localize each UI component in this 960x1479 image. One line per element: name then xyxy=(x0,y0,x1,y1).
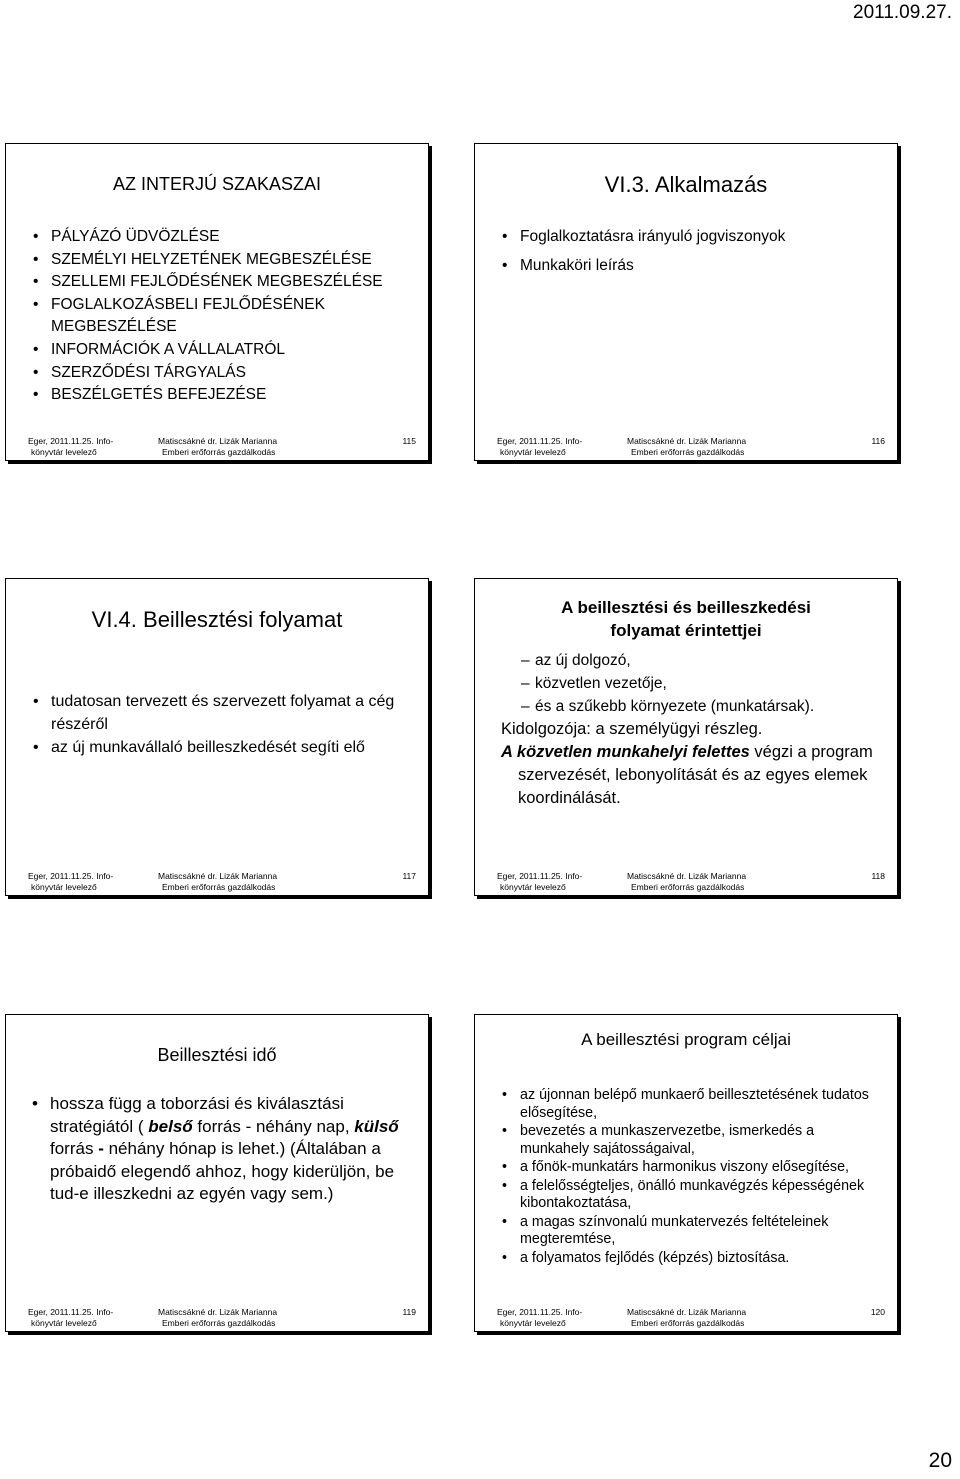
slide-number: 115 xyxy=(402,436,416,446)
list-item: • hossza függ a toborzási és kiválasztási stratégiától ( belső forrás - néhány nap, külső forrás - néhány hónap is lehet.) (Általában a próbaidő elegendő ahhoz, hogy kiderüljön, be tud-e illeszkedni az egyén vagy sem.) xyxy=(32,1093,408,1206)
internal-source-emphasis: belső xyxy=(148,1116,193,1136)
footer-subject: Emberi erőforrás gazdálkodás xyxy=(162,447,276,457)
list-item: • bevezetés a munkaszervezetbe, ismerkedés a munkahely sajátosságaival, xyxy=(502,1123,877,1158)
footer-author: Matiscsákné dr. Lizák Marianna xyxy=(158,1307,278,1317)
list-item: • INFORMÁCIÓK A VÁLLALATRÓL xyxy=(33,339,418,362)
slide-119 xyxy=(5,1014,429,1332)
footer-location: Eger, 2011.11.25. Info- xyxy=(497,1307,583,1317)
footer-event: könyvtár levelező xyxy=(31,882,97,892)
list-item: • a folyamatos fejlődés (képzés) biztosítása. xyxy=(502,1250,877,1268)
bullet-list xyxy=(32,1093,408,1206)
slide-title: AZ INTERJÚ SZAKASZAI xyxy=(112,174,322,194)
list-item: • SZERZŐDÉSI TÁRGYALÁS xyxy=(33,362,418,385)
list-item: • Munkaköri leírás xyxy=(502,251,887,280)
bullet-list xyxy=(502,1087,877,1268)
list-item: • az újonnan belépő munkaerő beillesztetésének tudatos elősegítése, xyxy=(502,1087,877,1122)
supervisor-emphasis: A közvetlen munkahelyi felettes xyxy=(501,743,750,761)
list-item: • a felelősségteljes, önálló munkavégzés képességének kibontakoztatása, xyxy=(502,1178,877,1213)
footer-event: könyvtár levelező xyxy=(31,1318,97,1328)
page-number: 20 xyxy=(928,1449,952,1472)
list-item: • BESZÉLGETÉS BEFEJEZÉSE xyxy=(33,384,418,407)
footer-subject: Emberi erőforrás gazdálkodás xyxy=(162,882,276,892)
footer-event: könyvtár levelező xyxy=(31,447,97,457)
bullet-list xyxy=(33,691,408,761)
footer-author: Matiscsákné dr. Lizák Marianna xyxy=(627,871,747,881)
slide-115 xyxy=(5,143,429,461)
slide-title: VI.4. Beillesztési folyamat xyxy=(91,607,343,632)
slide-body xyxy=(501,649,877,810)
slide-title: A beillesztési program céljai xyxy=(581,1030,791,1049)
slide-118 xyxy=(474,578,898,896)
slide-number: 117 xyxy=(402,871,416,881)
footer-location: Eger, 2011.11.25. Info- xyxy=(28,871,114,881)
list-item: • FOGLALKOZÁSBELI FEJLŐDÉSÉNEK MEGBESZÉLÉSE xyxy=(33,294,418,339)
slide-117 xyxy=(5,578,429,896)
footer-location: Eger, 2011.11.25. Info- xyxy=(497,436,583,446)
footer-location: Eger, 2011.11.25. Info- xyxy=(28,1307,114,1317)
slide-number: 119 xyxy=(402,1307,416,1317)
footer-author: Matiscsákné dr. Lizák Marianna xyxy=(627,1307,747,1317)
list-item: • a főnök-munkatárs harmonikus viszony elősegítése, xyxy=(502,1159,877,1177)
footer-event: könyvtár levelező xyxy=(500,447,566,457)
slide-116 xyxy=(474,143,898,461)
bullet-list xyxy=(502,222,887,280)
footer-location: Eger, 2011.11.25. Info- xyxy=(28,436,114,446)
footer-location: Eger, 2011.11.25. Info- xyxy=(497,871,583,881)
footer-author: Matiscsákné dr. Lizák Marianna xyxy=(158,436,278,446)
footer-event: könyvtár levelező xyxy=(500,882,566,892)
supervisor-rest: végzi a program szervezését, lebonyolítását és az egyes elemek koordinálását. xyxy=(518,743,873,807)
list-item: • a magas színvonalú munkatervezés feltételeinek megteremtése, xyxy=(502,1214,877,1249)
footer-author: Matiscsákné dr. Lizák Marianna xyxy=(158,871,278,881)
bullet-list xyxy=(33,226,418,407)
footer-author: Matiscsákné dr. Lizák Marianna xyxy=(627,436,747,446)
slide-number: 120 xyxy=(870,1307,885,1317)
developer-line: Kidolgozója: a személyügyi részleg. xyxy=(501,720,763,738)
list-item: • Foglalkoztatásra irányuló jogviszonyok xyxy=(502,222,887,251)
list-item: – az új dolgozó, xyxy=(501,649,877,672)
footer-subject: Emberi erőforrás gazdálkodás xyxy=(631,447,745,457)
slide-number: 116 xyxy=(871,436,885,446)
slide-title: A beillesztési és beilleszkedési folyamat érintettjei xyxy=(561,598,811,640)
list-item: • az új munkavállaló beilleszkedését segíti elő xyxy=(33,737,408,760)
footer-subject: Emberi erőforrás gazdálkodás xyxy=(162,1318,276,1328)
slide-title: Beillesztési idő xyxy=(157,1045,277,1065)
slide-number: 118 xyxy=(871,871,885,881)
list-item: – közvetlen vezetője, xyxy=(501,672,877,695)
list-item: • SZELLEMI FEJLŐDÉSÉNEK MEGBESZÉLÉSE xyxy=(33,271,418,294)
list-item: • SZEMÉLYI HELYZETÉNEK MEGBESZÉLÉSE xyxy=(33,249,418,272)
slide-120 xyxy=(474,1014,898,1332)
supervisor-paragraph xyxy=(501,741,877,810)
list-item: • PÁLYÁZÓ ÜDVÖZLÉSE xyxy=(33,226,418,249)
footer-event: könyvtár levelező xyxy=(500,1318,566,1328)
list-item: • tudatosan tervezett és szervezett folyamat a cég részéről xyxy=(33,691,408,736)
footer-subject: Emberi erőforrás gazdálkodás xyxy=(631,882,745,892)
list-item: – és a szűkebb környezete (munkatársak). xyxy=(501,695,877,718)
external-source-emphasis: külső xyxy=(354,1116,399,1136)
slide-title: VI.3. Alkalmazás xyxy=(604,172,768,197)
footer-subject: Emberi erőforrás gazdálkodás xyxy=(631,1318,745,1328)
page-date: 2011.09.27. xyxy=(853,2,952,23)
